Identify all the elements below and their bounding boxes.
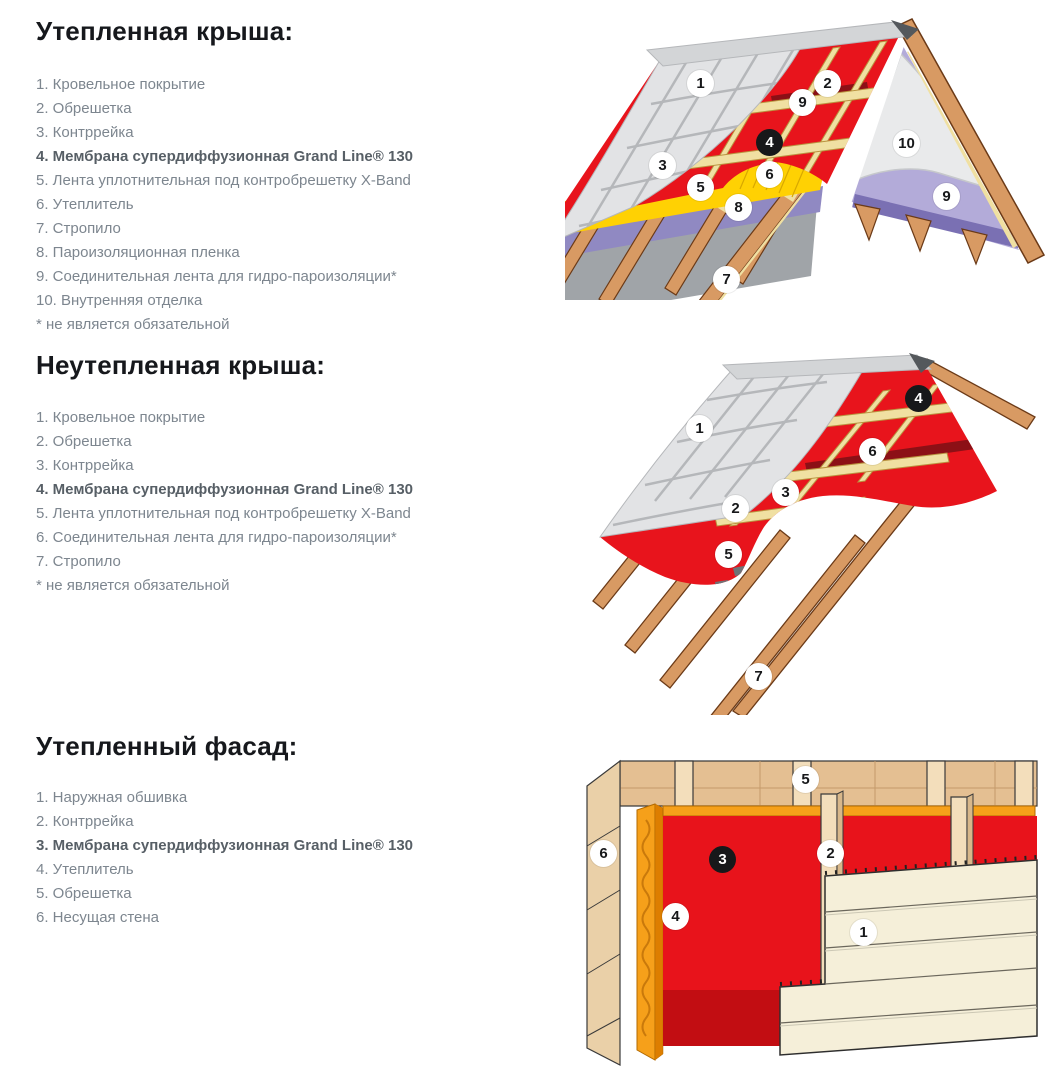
legend-item: 3. Контррейка: [36, 457, 134, 474]
badge-5: 5: [715, 541, 742, 568]
legend-cold-roof: [36, 406, 413, 598]
legend-item: 7. Стропило: [36, 553, 121, 570]
badge-9b: 9: [933, 183, 960, 210]
badge-4-membrane: 4: [756, 129, 783, 156]
legend-item: 5. Лента уплотнительная под контробрешетку X-Band: [36, 505, 411, 522]
badge-10: 10: [893, 130, 920, 157]
badge-3: 3: [649, 152, 676, 179]
badge-1: 1: [687, 70, 714, 97]
section-heading-insulated-roof: Утепленная крыша:: [36, 16, 294, 46]
insulated-facade-illustration: [575, 748, 1053, 1070]
diagram-cold-roof: [565, 340, 1053, 715]
legend-item: 6. Соединительная лента для гидро-пароизоляции*: [36, 529, 397, 546]
badge-6: 6: [590, 840, 617, 867]
legend-item: 2. Обрешетка: [36, 100, 132, 117]
legend-item: 2. Контррейка: [36, 813, 134, 830]
badge-8: 8: [725, 194, 752, 221]
diagram-insulated-roof: [565, 8, 1057, 300]
badge-5: 5: [687, 174, 714, 201]
insulation-layer: [637, 804, 655, 1060]
legend-item: 1. Кровельное покрытие: [36, 76, 206, 93]
insulation-top-edge: [663, 806, 1035, 816]
bearing-wall: [587, 761, 620, 1065]
badge-3-membrane: 3: [709, 846, 736, 873]
legend-item: 6. Утеплитель: [36, 196, 134, 213]
legend-insulated-facade: [36, 786, 413, 930]
diagram-insulated-facade: [575, 748, 1053, 1070]
legend-item-membrane: 4. Мембрана супердиффузионная Grand Line® 130: [36, 481, 414, 498]
legend-item-membrane: 3. Мембрана супердиффузионная Grand Line® 130: [36, 837, 414, 854]
legend-item: 6. Несущая стена: [36, 909, 159, 926]
legend-item: 4. Утеплитель: [36, 861, 134, 878]
section-heading-insulated-facade: Утепленный фасад:: [36, 731, 298, 761]
legend-item: 5. Обрешетка: [36, 885, 132, 902]
cold-roof-illustration: [565, 340, 1053, 715]
badge-6: 6: [859, 438, 886, 465]
badge-7: 7: [713, 266, 740, 293]
section-heading-cold-roof: Неутепленная крыша:: [36, 350, 326, 380]
legend-item: 10. Внутренняя отделка: [36, 292, 203, 309]
legend-item: 2. Обрешетка: [36, 433, 132, 450]
legend-item-membrane: 4. Мембрана супердиффузионная Grand Line® 130: [36, 148, 414, 165]
insulated-roof-illustration: [565, 8, 1057, 300]
badge-1: 1: [850, 919, 877, 946]
badge-2: 2: [817, 840, 844, 867]
legend-item: 1. Наружная обшивка: [36, 789, 188, 806]
badge-9: 9: [789, 89, 816, 116]
badge-4-membrane: 4: [905, 385, 932, 412]
legend-item: 9. Соединительная лента для гидро-пароизоляции*: [36, 268, 397, 285]
badge-4: 4: [662, 903, 689, 930]
badge-2: 2: [722, 495, 749, 522]
badge-1: 1: [686, 415, 713, 442]
badge-7: 7: [745, 663, 772, 690]
legend-item-footnote: * не является обязательной: [36, 577, 230, 594]
legend-item: 7. Стропило: [36, 220, 121, 237]
legend-insulated-roof: [36, 73, 413, 337]
legend-item: 8. Пароизоляционная пленка: [36, 244, 240, 261]
legend-item: 5. Лента уплотнительная под контробрешетку X-Band: [36, 172, 411, 189]
legend-item: 3. Контррейка: [36, 124, 134, 141]
badge-6: 6: [756, 161, 783, 188]
legend-item-footnote: * не является обязательной: [36, 316, 230, 333]
legend-item: 1. Кровельное покрытие: [36, 409, 206, 426]
badge-5: 5: [792, 766, 819, 793]
badge-2: 2: [814, 70, 841, 97]
badge-3: 3: [772, 479, 799, 506]
